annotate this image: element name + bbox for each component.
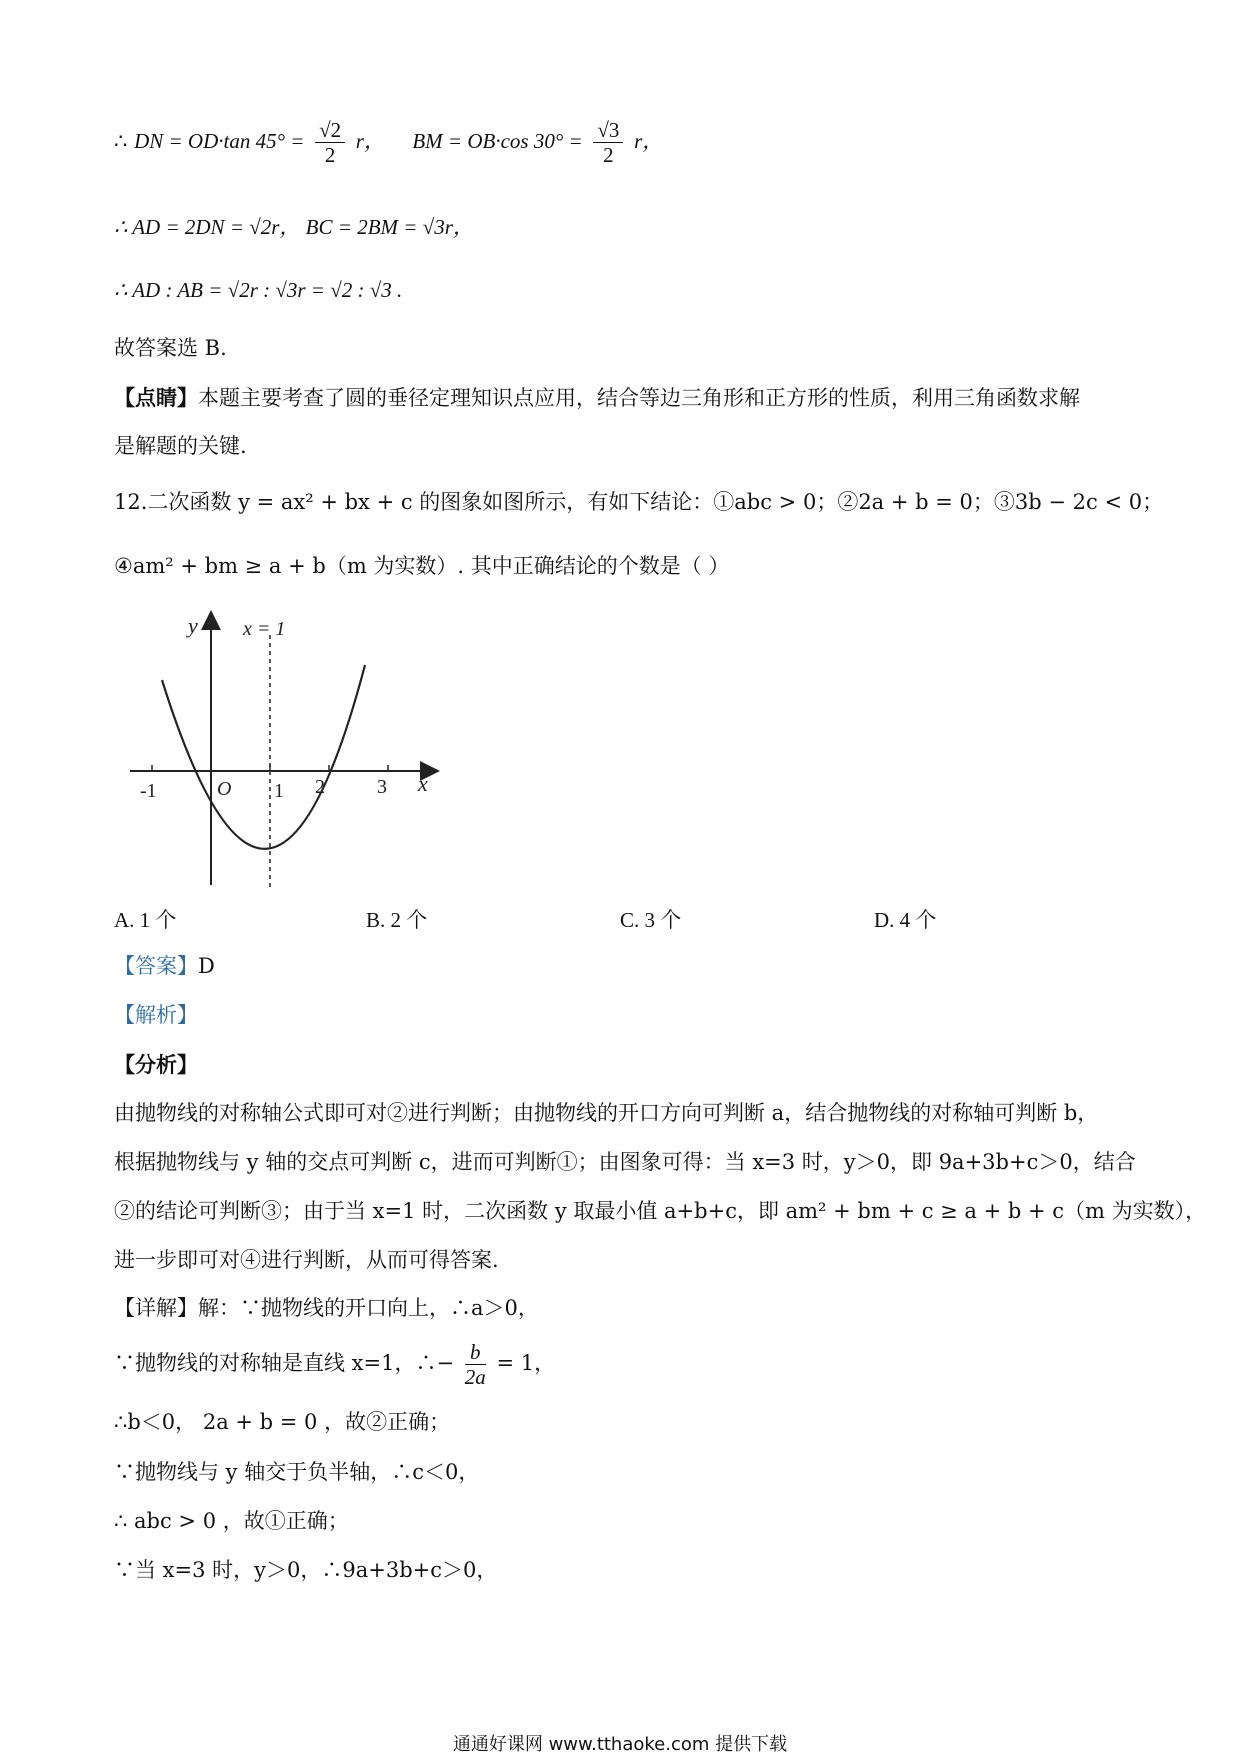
detail-line-4: ∵抛物线与 y 轴交于负半轴，∴c＜0， bbox=[114, 1460, 480, 1484]
fraction-sqrt3-over-2: $\frac{√3}{2}$ bbox=[593, 118, 623, 167]
r-term-1: r， bbox=[355, 129, 385, 154]
x-axis-label: x bbox=[418, 771, 428, 796]
y-axis-label: y bbox=[188, 613, 198, 638]
tick-label-3: 3 bbox=[377, 776, 387, 798]
tick-label-2: 2 bbox=[315, 776, 325, 798]
derivation-line-3: ∴ AD : AB = √2r : √3r = √2 : √3 . bbox=[114, 278, 403, 302]
option-d[interactable]: D. 4 个 bbox=[874, 908, 937, 932]
detail-2-suffix: = 1， bbox=[496, 1351, 556, 1376]
tick-label-neg1: -1 bbox=[140, 780, 157, 802]
answer-choice-line: 故答案选 B. bbox=[114, 336, 227, 360]
bm-expression: BM = OB·cos 30° = bbox=[412, 129, 583, 154]
origin-label: O bbox=[217, 778, 232, 800]
question-line-1 bbox=[114, 490, 1163, 515]
detail-line-3: ∴b＜0， 2a + b = 0 ，故②正确； bbox=[114, 1410, 451, 1434]
detail-line-2 bbox=[114, 1340, 555, 1389]
detail-line-6: ∵当 x=3 时，y＞0，∴9a+3b+c＞0， bbox=[114, 1558, 498, 1582]
fenxi-line-2: 根据抛物线与 y 轴的交点可判断 c，进而可判断①；由图象可得：当 x=3 时，y＞0，即 9a+3b+c＞0，结合 bbox=[114, 1150, 1136, 1174]
option-a[interactable]: A. 1 个 bbox=[114, 908, 177, 932]
detail-line-1: 【详解】解：∵抛物线的开口向上，∴a＞0， bbox=[114, 1296, 539, 1320]
option-b[interactable]: B. 2 个 bbox=[366, 908, 428, 932]
derivation-line-1 bbox=[114, 118, 663, 167]
question-number: 12. bbox=[114, 490, 148, 514]
detail-2-prefix: ∵抛物线的对称轴是直线 x=1，∴− bbox=[114, 1351, 455, 1376]
comment-text-1: 本题主要考查了圆的垂径定理知识点应用，结合等边三角形和正方形的性质，利用三角函数求解 bbox=[198, 386, 1080, 410]
fraction-sqrt2-over-2: $\frac{√2}{2}$ bbox=[315, 118, 345, 167]
comment-line-2: 是解题的关键. bbox=[114, 434, 247, 458]
comment-label: 【点睛】 bbox=[114, 385, 198, 410]
derivation-line-2: ∴ AD = 2DN = √2r， BC = 2BM = √3r， bbox=[114, 215, 474, 239]
parabola-curve bbox=[162, 665, 365, 849]
footer-text: 通通好课网 www.tthaoke.com 提供下载 bbox=[452, 1734, 788, 1755]
therefore-symbol: ∴ bbox=[114, 129, 128, 154]
question-text-1: 二次函数 y = ax² + bx + c 的图象如图所示，有如下结论：①abc > 0；②2a + b = 0；③3b − 2c < 0； bbox=[147, 490, 1164, 514]
fenxi-label: 【分析】 bbox=[114, 1052, 198, 1077]
comment-line-1 bbox=[114, 385, 1080, 411]
r-term-2: r， bbox=[634, 129, 664, 154]
fenxi-line-3: ②的结论可判断③；由于当 x=1 时，二次函数 y 取最小值 a+b+c，即 am² + bm + c ≥ a + b + c（m 为实数）， bbox=[114, 1199, 1207, 1223]
fenxi-line-1: 由抛物线的对称轴公式即可对②进行判断；由抛物线的开口方向可判断 a，结合抛物线的对称轴可判断 b， bbox=[114, 1101, 1099, 1125]
answer-line bbox=[114, 954, 215, 979]
analysis-label: 【解析】 bbox=[114, 1003, 198, 1027]
parabola-graph bbox=[125, 605, 445, 890]
symmetry-label: x = 1 bbox=[243, 618, 286, 640]
answer-label: 【答案】 bbox=[114, 954, 198, 978]
dn-expression: DN = OD·tan 45° = bbox=[134, 129, 305, 154]
answer-value: D bbox=[198, 954, 215, 978]
question-line-2: ④am² + bm ≥ a + b（m 为实数）. 其中正确结论的个数是（ ） bbox=[114, 554, 730, 578]
fenxi-line-4: 进一步即可对④进行判断，从而可得答案. bbox=[114, 1248, 499, 1272]
option-c[interactable]: C. 3 个 bbox=[620, 908, 682, 932]
tick-label-1: 1 bbox=[274, 780, 284, 802]
detail-line-5: ∴ abc > 0 ，故①正确； bbox=[114, 1509, 349, 1533]
fraction-b-over-2a: $\frac{b}{2a}$ bbox=[464, 1340, 486, 1390]
